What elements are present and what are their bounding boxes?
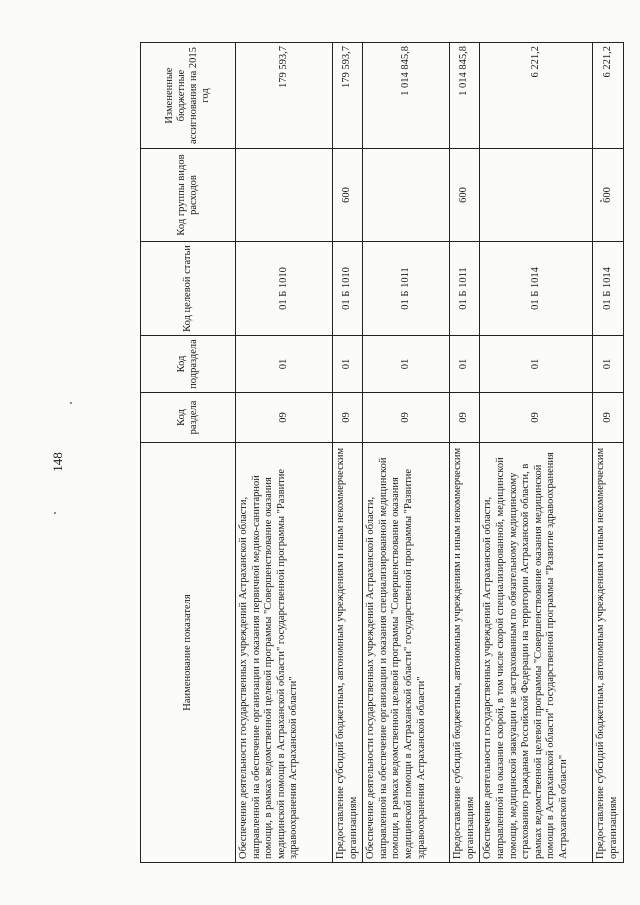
row-podrazdel: 01 bbox=[450, 336, 480, 393]
row-stat: 01 Б 1010 bbox=[333, 242, 363, 336]
header-razdel: Код раздела bbox=[141, 393, 236, 443]
row-name: Обеспечение деятельности государственных учреждений Астраханской области, направленной на обеспечение организации и оказания первичной медико-санитарной помощи, в рамках ведомственной целевой программы "Совершенствование оказания медицинской помощи в Астраханской области" государственной программы "Развитие здравоохранения Астраханской области" bbox=[236, 443, 333, 863]
table-row bbox=[450, 43, 480, 863]
row-sum: 6 221,2 bbox=[480, 43, 593, 149]
row-podrazdel: 01 bbox=[236, 336, 333, 393]
table-row bbox=[593, 43, 623, 863]
row-razdel: 09 bbox=[480, 393, 593, 443]
row-name: Предоставление субсидий бюджетным, автономным учреждениям и иным некоммерческим организациям bbox=[593, 443, 623, 863]
row-sum: 6 221,2 bbox=[593, 43, 623, 149]
header-sum: Измененные бюджетные ассигнования на 2015 год bbox=[141, 43, 236, 149]
row-podrazdel: 01 bbox=[333, 336, 363, 393]
row-podrazdel: 01 bbox=[480, 336, 593, 393]
page-number: 148 bbox=[50, 452, 65, 472]
row-group bbox=[236, 149, 333, 242]
row-name: Предоставление субсидий бюджетным, автономным учреждениям и иным некоммерческим организациям bbox=[333, 443, 363, 863]
scan-dot bbox=[54, 512, 56, 514]
header-podrazdel: Код подраздела bbox=[141, 336, 236, 393]
row-stat: 01 Б 1014 bbox=[593, 242, 623, 336]
row-name: Предоставление субсидий бюджетным, автономным учреждениям и иным некоммерческим организациям bbox=[450, 443, 480, 863]
row-sum: 1 014 845,8 bbox=[450, 43, 480, 149]
row-podrazdel: 01 bbox=[593, 336, 623, 393]
row-razdel: 09 bbox=[236, 393, 333, 443]
row-razdel: 09 bbox=[593, 393, 623, 443]
row-name: Обеспечение деятельности государственных учреждений Астраханской области, направленной на оказание скорой, в том числе скорой специализированной, медицинской помощи, медицинской эвакуации не застрахованным по обязательному медицинскому страхованию гражданам Российской Федерации на территории Астраханской области, в рамках ведомственной целевой программы "Совершенствование оказания медицинской помощи в Астраханской области" государственной программы "Развитие здравоохранения Астраханской области" bbox=[480, 443, 593, 863]
budget-table bbox=[140, 42, 624, 863]
header-name: Наименование показателя bbox=[141, 443, 236, 863]
header-group: Код группы видов расходов bbox=[141, 149, 236, 242]
row-stat: 01 Б 1010 bbox=[236, 242, 333, 336]
row-razdel: 09 bbox=[363, 393, 450, 443]
row-podrazdel: 01 bbox=[363, 336, 450, 393]
scan-dot bbox=[70, 402, 72, 404]
row-group: 600 bbox=[593, 149, 623, 242]
header-stat: Код целевой статьи bbox=[141, 242, 236, 336]
row-group bbox=[480, 149, 593, 242]
row-stat: 01 Б 1011 bbox=[363, 242, 450, 336]
row-razdel: 09 bbox=[333, 393, 363, 443]
row-sum: 179 593,7 bbox=[236, 43, 333, 149]
row-group: 600 bbox=[450, 149, 480, 242]
row-sum: 1 014 845,8 bbox=[363, 43, 450, 149]
row-group: 600 bbox=[333, 149, 363, 242]
row-stat: 01 Б 1014 bbox=[480, 242, 593, 336]
row-sum: 179 593,7 bbox=[333, 43, 363, 149]
table-row bbox=[480, 43, 593, 863]
row-name: Обеспечение деятельности государственных учреждений Астраханской области, направленной на обеспечение организации и оказания специализированной медицинской помощи, в рамках ведомственной целевой программы "Совершенствование оказания медицинской помощи в Астраханской области" государственной программы "Развитие здравоохранения Астраханской области" bbox=[363, 443, 450, 863]
table-row bbox=[333, 43, 363, 863]
row-group bbox=[363, 149, 450, 242]
table-row bbox=[363, 43, 450, 863]
table-header-row bbox=[141, 43, 236, 863]
rotated-table-container bbox=[140, 43, 619, 863]
row-stat: 01 Б 1011 bbox=[450, 242, 480, 336]
table-row bbox=[236, 43, 333, 863]
row-razdel: 09 bbox=[450, 393, 480, 443]
